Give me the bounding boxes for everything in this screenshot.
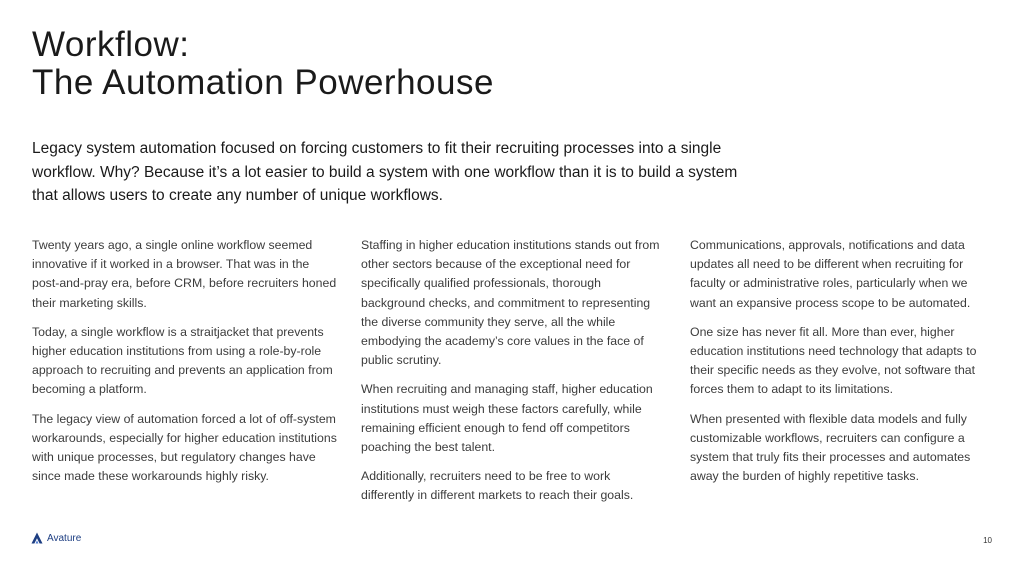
page-title-line-2: The Automation Powerhouse bbox=[32, 63, 494, 102]
avature-logo-icon bbox=[31, 532, 43, 544]
avature-logo-text: Avature bbox=[47, 532, 82, 544]
page-title-line-1: Workflow: bbox=[32, 25, 190, 64]
column-3-paragraph-3: When presented with flexible data models and fully customizable workflows, recruiters can configure a system that truly fits their processes and automates away the burden of highly repetitive tasks. bbox=[690, 411, 971, 484]
lead-paragraph: Legacy system automation focused on forcing customers to fit their recruiting processes into a single workflow. Why? Because it’s a lot easier to build a system with one workflow than it is to build a system that allows users to create any number of unique workflows. bbox=[32, 140, 738, 204]
column-2-paragraph-2: When recruiting and managing staff, higher education institutions must weigh these factors carefully, while remaining efficient enough to fend off competitors poaching the best talent. bbox=[361, 382, 653, 455]
avature-logo bbox=[31, 532, 81, 544]
column-1-paragraph-2: Today, a single workflow is a straitjacket that prevents higher education institutions from using a role-by-role approach to recruiting and prevents an application from becoming a platform. bbox=[32, 324, 333, 397]
text-column-1 bbox=[32, 236, 337, 496]
column-3-paragraph-2: One size has never fit all. More than ever, higher education institutions need technology that adapts to their specific needs as they evolve, not software that forces them to adapt to its limitations. bbox=[690, 324, 977, 397]
text-column-2 bbox=[361, 236, 666, 516]
column-2-paragraph-1: Staffing in higher education institutions stands out from other sectors because of the exceptional need for specifically qualified professionals, thorough background checks, and commitment to representing the diverse community they serve, all the while embodying the academy’s core values in the face of public scrutiny. bbox=[361, 238, 660, 368]
text-column-3 bbox=[690, 236, 995, 496]
column-3-paragraph-1: Communications, approvals, notifications and data updates all need to be different when recruiting for faculty or administrative roles, particularly when we want an expansive process scope to be automated. bbox=[690, 238, 971, 310]
column-1-paragraph-3: The legacy view of automation forced a lot of off-system workarounds, especially for higher education institutions with unique processes, but regulatory changes have since made these workarounds highly risky. bbox=[32, 411, 337, 484]
column-1-paragraph-1: Twenty years ago, a single online workflow seemed innovative if it worked in a browser. That was in the post-and-pray era, before CRM, before recruiters honed their marketing skills. bbox=[32, 238, 337, 310]
column-2-paragraph-3: Additionally, recruiters need to be free to work differently in different markets to reach their goals. bbox=[361, 469, 634, 503]
page-number: 10 bbox=[983, 536, 992, 545]
page-title bbox=[32, 26, 494, 102]
